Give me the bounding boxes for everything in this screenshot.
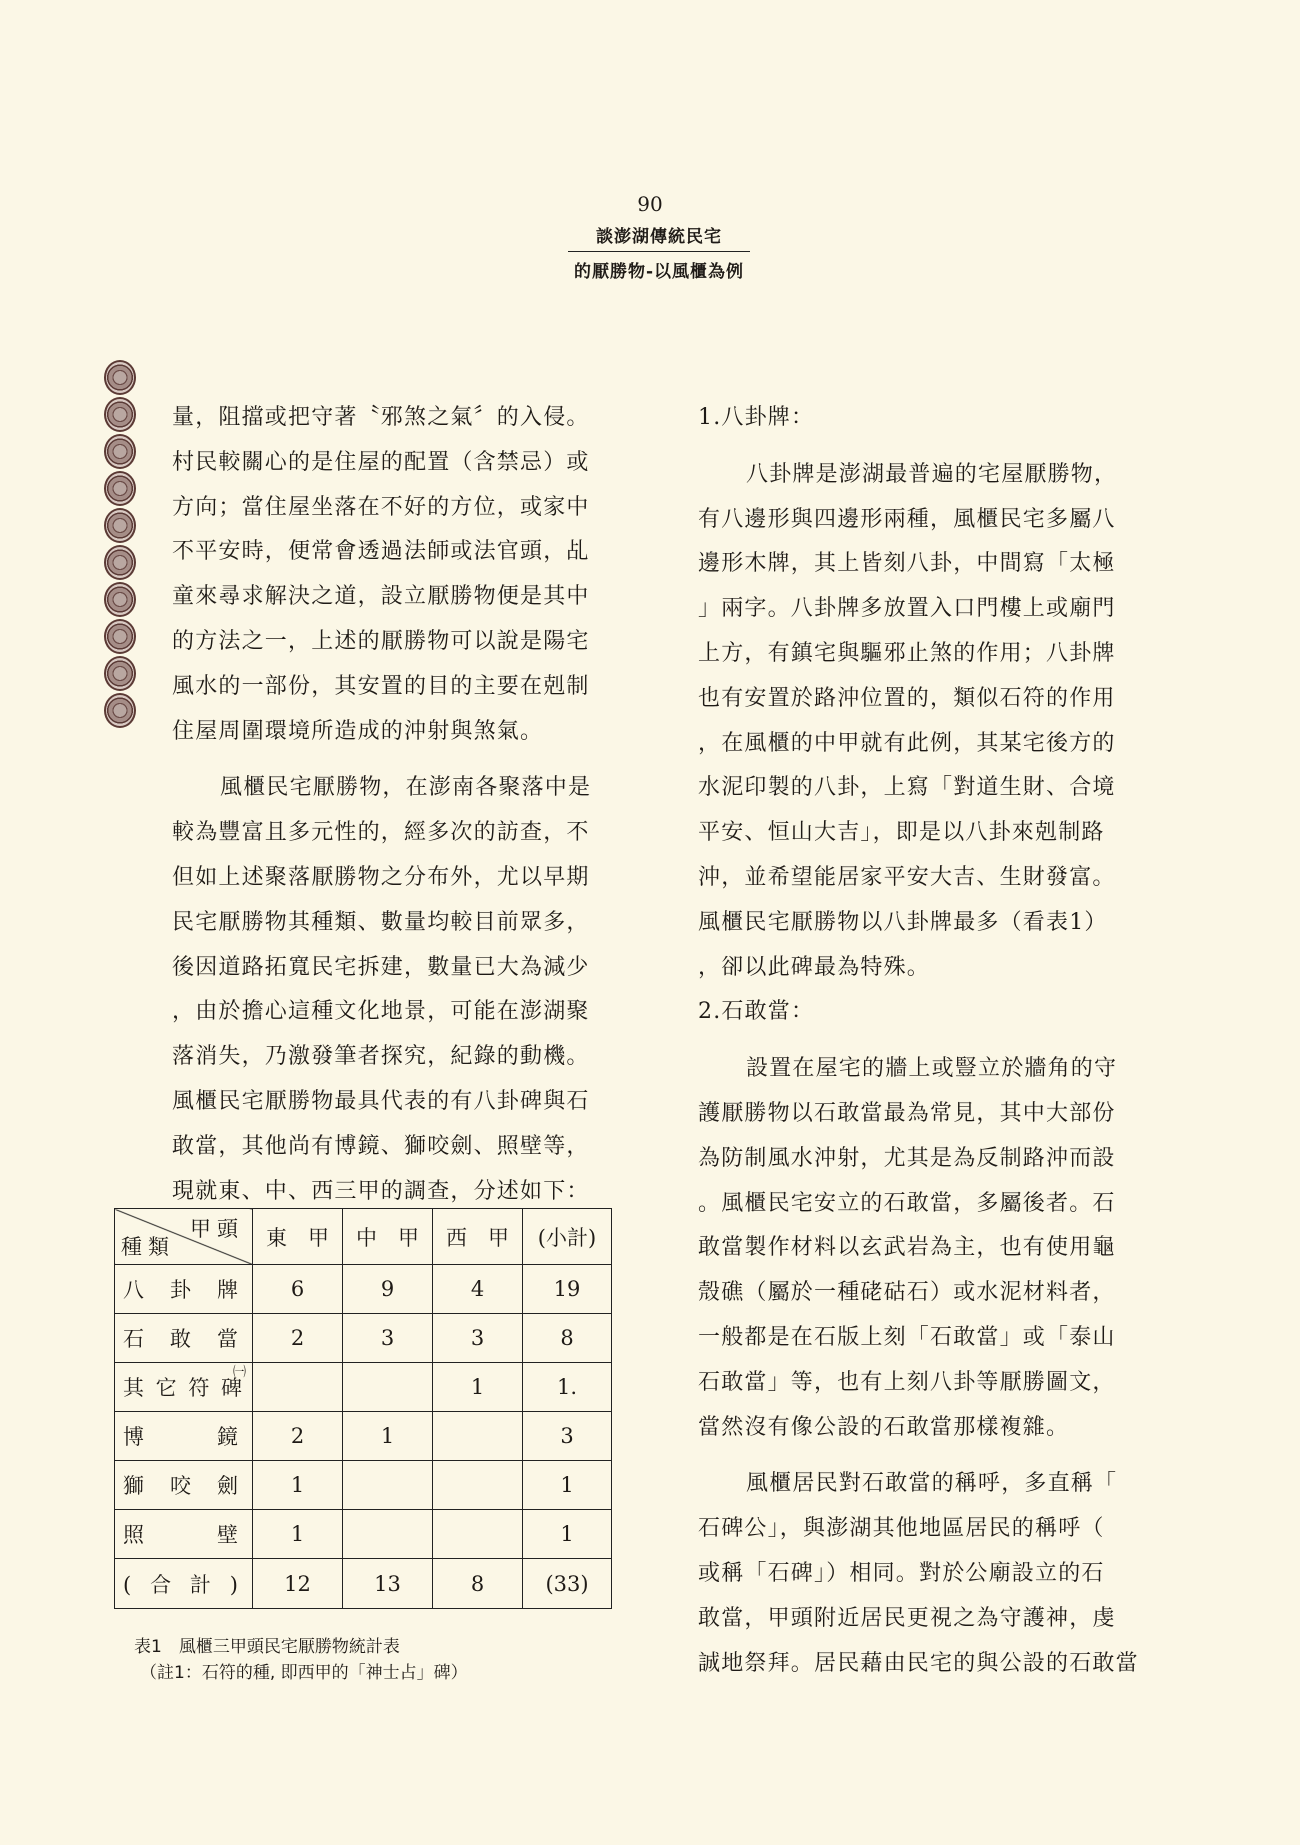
table-cell (433, 1461, 523, 1510)
text-line: 但如上述聚落厭勝物之分布外，尤以早期 (172, 864, 590, 890)
table-cell (253, 1363, 343, 1412)
text-line: 不平安時，便常會透過法師或法官頭，乩 (172, 539, 590, 565)
text-line: 方向；當住屋坐落在不好的方位，或家中 (172, 494, 590, 520)
text-line: 民宅厭勝物其種類、數量均較目前眾多， (172, 909, 590, 935)
row-label: 八卦牌 (115, 1265, 253, 1314)
text-line: 水泥印製的八卦，上寫「對道生財、合境 (698, 775, 1116, 801)
table-row (115, 1510, 612, 1559)
table-cell: 4 (433, 1265, 523, 1314)
seal-icon (104, 656, 136, 691)
text-line: 沖，並希望能居家平安大吉、生財發富。 (698, 864, 1116, 890)
text-line: 」兩字。八卦牌多放置入口門樓上或廟門 (698, 596, 1116, 622)
text-line: 上方，有鎮宅與驅邪止煞的作用；八卦牌 (698, 640, 1116, 666)
corner-bottom-label: 種類 (121, 1235, 175, 1259)
seal-decoration (104, 360, 140, 730)
text-line: 村民較關心的是住屋的配置（含禁忌）或 (172, 449, 590, 475)
seal-icon (104, 471, 136, 506)
row-label-text: 其它符碑 (123, 1376, 244, 1400)
text-line: 現就東、中、西三甲的調查，分述如下： (172, 1178, 590, 1204)
seal-icon (104, 693, 136, 728)
text-line: 為防制風水沖射，尤其是為反制路沖而設 (698, 1145, 1116, 1171)
text-line: 一般都是在石版上刻「石敢當」或「泰山 (698, 1324, 1116, 1350)
text-line: 較為豐富且多元性的，經多次的訪查，不 (172, 820, 590, 846)
text-line: 也有安置於路沖位置的，類似石符的作用 (698, 685, 1116, 711)
page-number: 90 (637, 192, 663, 216)
text-line: 當然沒有像公設的石敢當那樣複雜。 (698, 1414, 1070, 1440)
table-cell: 1 (253, 1461, 343, 1510)
text-line: 敢當，其他尚有博鏡、獅咬劍、照壁等， (172, 1133, 590, 1159)
text-line: 風櫃民宅厭勝物以八卦牌最多（看表1） (698, 909, 1108, 935)
text-line: 童來尋求解決之道，設立厭勝物便是其中 (172, 584, 590, 610)
table-cell: 19 (523, 1265, 612, 1314)
table-cell (343, 1461, 433, 1510)
table-row (115, 1314, 612, 1363)
text-line: 石碑公」，與澎湖其他地區居民的稱呼（ (698, 1516, 1105, 1542)
table-cell (343, 1363, 433, 1412)
running-header (568, 222, 750, 282)
table-cell: 1 (523, 1461, 612, 1510)
table-cell: 13 (343, 1559, 433, 1609)
left-column (172, 396, 622, 1214)
header-line-1: 談澎湖傳統民宅 (568, 222, 750, 252)
statistics-table (114, 1208, 612, 1609)
table-cell: 6 (253, 1265, 343, 1314)
footnote-marker: ㈠ (232, 1365, 246, 1380)
table-cell: 1. (523, 1363, 612, 1412)
table-caption (134, 1634, 468, 1686)
section-heading: 2.石敢當： (698, 999, 815, 1025)
caption-note: （註1：石符的種, 即西甲的「神士占」碑） (140, 1663, 468, 1683)
table-header-row (115, 1209, 612, 1265)
text-line: 落消失，乃激發筆者探究，紀錄的動機。 (172, 1044, 590, 1070)
table-cell: 1 (253, 1510, 343, 1559)
table-cell: 1 (523, 1510, 612, 1559)
table-cell (343, 1510, 433, 1559)
row-label: 博鏡 (115, 1412, 253, 1461)
row-label: 照壁 (115, 1510, 253, 1559)
text-line: 護厭勝物以石敢當最為常見，其中大部份 (698, 1100, 1116, 1126)
text-line: 敢當，甲頭附近居民更視之為守護神，虔 (698, 1605, 1116, 1631)
seal-icon (104, 360, 136, 395)
seal-icon (104, 545, 136, 580)
text-line: 。風櫃民宅安立的石敢當，多屬後者。石 (698, 1190, 1116, 1216)
text-line: 風櫃居民對石敢當的稱呼，多直稱「 (746, 1471, 1118, 1497)
table-cell: 3 (523, 1412, 612, 1461)
table-cell: 2 (253, 1314, 343, 1363)
table-cell: 8 (523, 1314, 612, 1363)
table-cell: 1 (433, 1363, 523, 1412)
right-column (698, 396, 1148, 1686)
text-line: 的方法之一，上述的厭勝物可以說是陽宅 (172, 628, 590, 654)
row-label: (合計) (115, 1559, 253, 1609)
table-corner-cell (115, 1209, 253, 1265)
seal-icon (104, 582, 136, 617)
text-line: 誠地祭拜。居民藉由民宅的與公設的石敢當 (698, 1650, 1139, 1676)
text-line: 後因道路拓寬民宅拆建，數量已大為減少 (172, 954, 590, 980)
text-line: 或稱「石碑」）相同。對於公廟設立的石 (698, 1560, 1105, 1586)
text-line: 敢當製作材料以玄武岩為主，也有使用龜 (698, 1235, 1116, 1261)
table-total-row (115, 1559, 612, 1609)
row-label: 獅咬劍 (115, 1461, 253, 1510)
text-line: 石敢當」等，也有上刻八卦等厭勝圖文， (698, 1369, 1116, 1395)
text-line: ，由於擔心這種文化地景，可能在澎湖聚 (172, 999, 590, 1025)
text-line: 住屋周圍環境所造成的沖射與煞氣。 (172, 718, 544, 744)
table-cell: 8 (433, 1559, 523, 1609)
text-line: 風櫃民宅厭勝物最具代表的有八卦碑與石 (172, 1088, 590, 1114)
text-line: 平安、恒山大吉」，即是以八卦來剋制路 (698, 820, 1105, 846)
text-line: ，在風櫃的中甲就有此例，其某宅後方的 (698, 730, 1116, 756)
text-line: 量，阻擋或把守著〝邪煞之氣〞的入侵。 (172, 405, 590, 430)
header-line-2: 的厭勝物-以風櫃為例 (573, 262, 745, 282)
seal-icon (104, 397, 136, 432)
column-header: (小計) (523, 1209, 612, 1265)
row-label: 石敢當 (115, 1314, 253, 1363)
section-heading: 1.八卦牌： (698, 405, 815, 430)
table-cell: (33) (523, 1559, 612, 1609)
seal-icon (104, 619, 136, 654)
text-line: 風櫃民宅厭勝物，在澎南各聚落中是 (220, 775, 592, 801)
text-line: 有八邊形與四邊形兩種，風櫃民宅多屬八 (698, 506, 1116, 532)
table-cell: 2 (253, 1412, 343, 1461)
table-row (115, 1363, 612, 1412)
text-line: 殼礁（屬於一種硓𥑮石）或水泥材料者， (698, 1280, 1116, 1306)
table-cell: 9 (343, 1265, 433, 1314)
corner-top-label: 甲頭 (190, 1217, 244, 1241)
text-line: 八卦牌是澎湖最普遍的宅屋厭勝物， (746, 461, 1118, 487)
table-cell (433, 1510, 523, 1559)
text-line: 邊形木牌，其上皆刻八卦，中間寫「太極 (698, 551, 1116, 577)
caption-title: 表1 風櫃三甲頭民宅厭勝物統計表 (134, 1637, 400, 1657)
table-row (115, 1461, 612, 1510)
seal-icon (104, 508, 136, 543)
column-header: 西 甲 (433, 1209, 523, 1265)
row-label (115, 1363, 253, 1412)
text-line: 設置在屋宅的牆上或豎立於牆角的守 (746, 1056, 1118, 1082)
table-cell (433, 1412, 523, 1461)
table-row (115, 1265, 612, 1314)
column-header: 中 甲 (343, 1209, 433, 1265)
text-line: ，卻以此碑最為特殊。 (698, 954, 931, 980)
column-header: 東 甲 (253, 1209, 343, 1265)
table-cell: 12 (253, 1559, 343, 1609)
table-cell: 3 (343, 1314, 433, 1363)
table-cell: 3 (433, 1314, 523, 1363)
table-cell: 1 (343, 1412, 433, 1461)
table-row (115, 1412, 612, 1461)
seal-icon (104, 434, 136, 469)
text-line: 風水的一部份，其安置的目的主要在剋制 (172, 673, 590, 699)
